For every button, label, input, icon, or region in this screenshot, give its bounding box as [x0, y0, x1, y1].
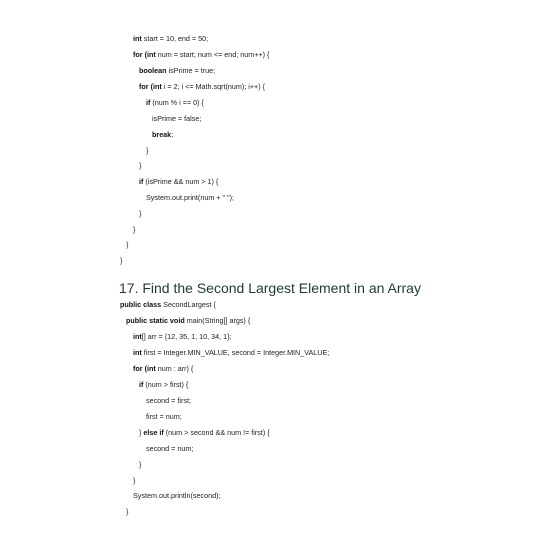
code-line: } [126, 240, 129, 249]
code-line: } [139, 161, 142, 170]
code-line: } [120, 256, 123, 265]
code-line: } [133, 476, 136, 485]
code-line: int first = Integer.MIN_VALUE, second = Integer.MIN_VALUE; [133, 348, 330, 357]
code-line: } [139, 460, 142, 469]
code-line: } [133, 225, 136, 234]
code-line: break; [152, 130, 174, 139]
code-line: int start = 10, end = 50; [133, 34, 209, 43]
code-line: public static void main(String[] args) { [126, 316, 251, 325]
code-line: second = first; [146, 396, 191, 405]
code-line: for (int i = 2; i <= Math.sqrt(num); i++) { [139, 82, 266, 91]
code-line: boolean isPrime = true; [139, 66, 216, 75]
code-line: for (int num = start; num <= end; num++) { [133, 50, 270, 59]
code-line: System.out.print(num + " "); [146, 193, 234, 202]
code-line: } [146, 146, 149, 155]
code-line: } [139, 209, 142, 218]
code-line: public class SecondLargest { [120, 300, 216, 309]
code-line: } else if (num > second && num != first) { [139, 428, 270, 437]
code-line: if (isPrime && num > 1) { [139, 177, 219, 186]
code-line: if (num % i == 0) { [146, 98, 204, 107]
code-line: } [126, 507, 129, 516]
code-line: for (int num : arr) { [133, 364, 194, 373]
code-line: isPrime = false; [152, 114, 202, 123]
section-heading: 17. Find the Second Largest Element in an Array [119, 280, 421, 296]
code-line: System.out.println(second); [133, 491, 221, 500]
code-line: first = num; [146, 412, 182, 421]
code-line: if (num > first) { [139, 380, 189, 389]
code-line: int[] arr = {12, 35, 1, 10, 34, 1}; [133, 332, 232, 341]
code-line: second = num; [146, 444, 194, 453]
